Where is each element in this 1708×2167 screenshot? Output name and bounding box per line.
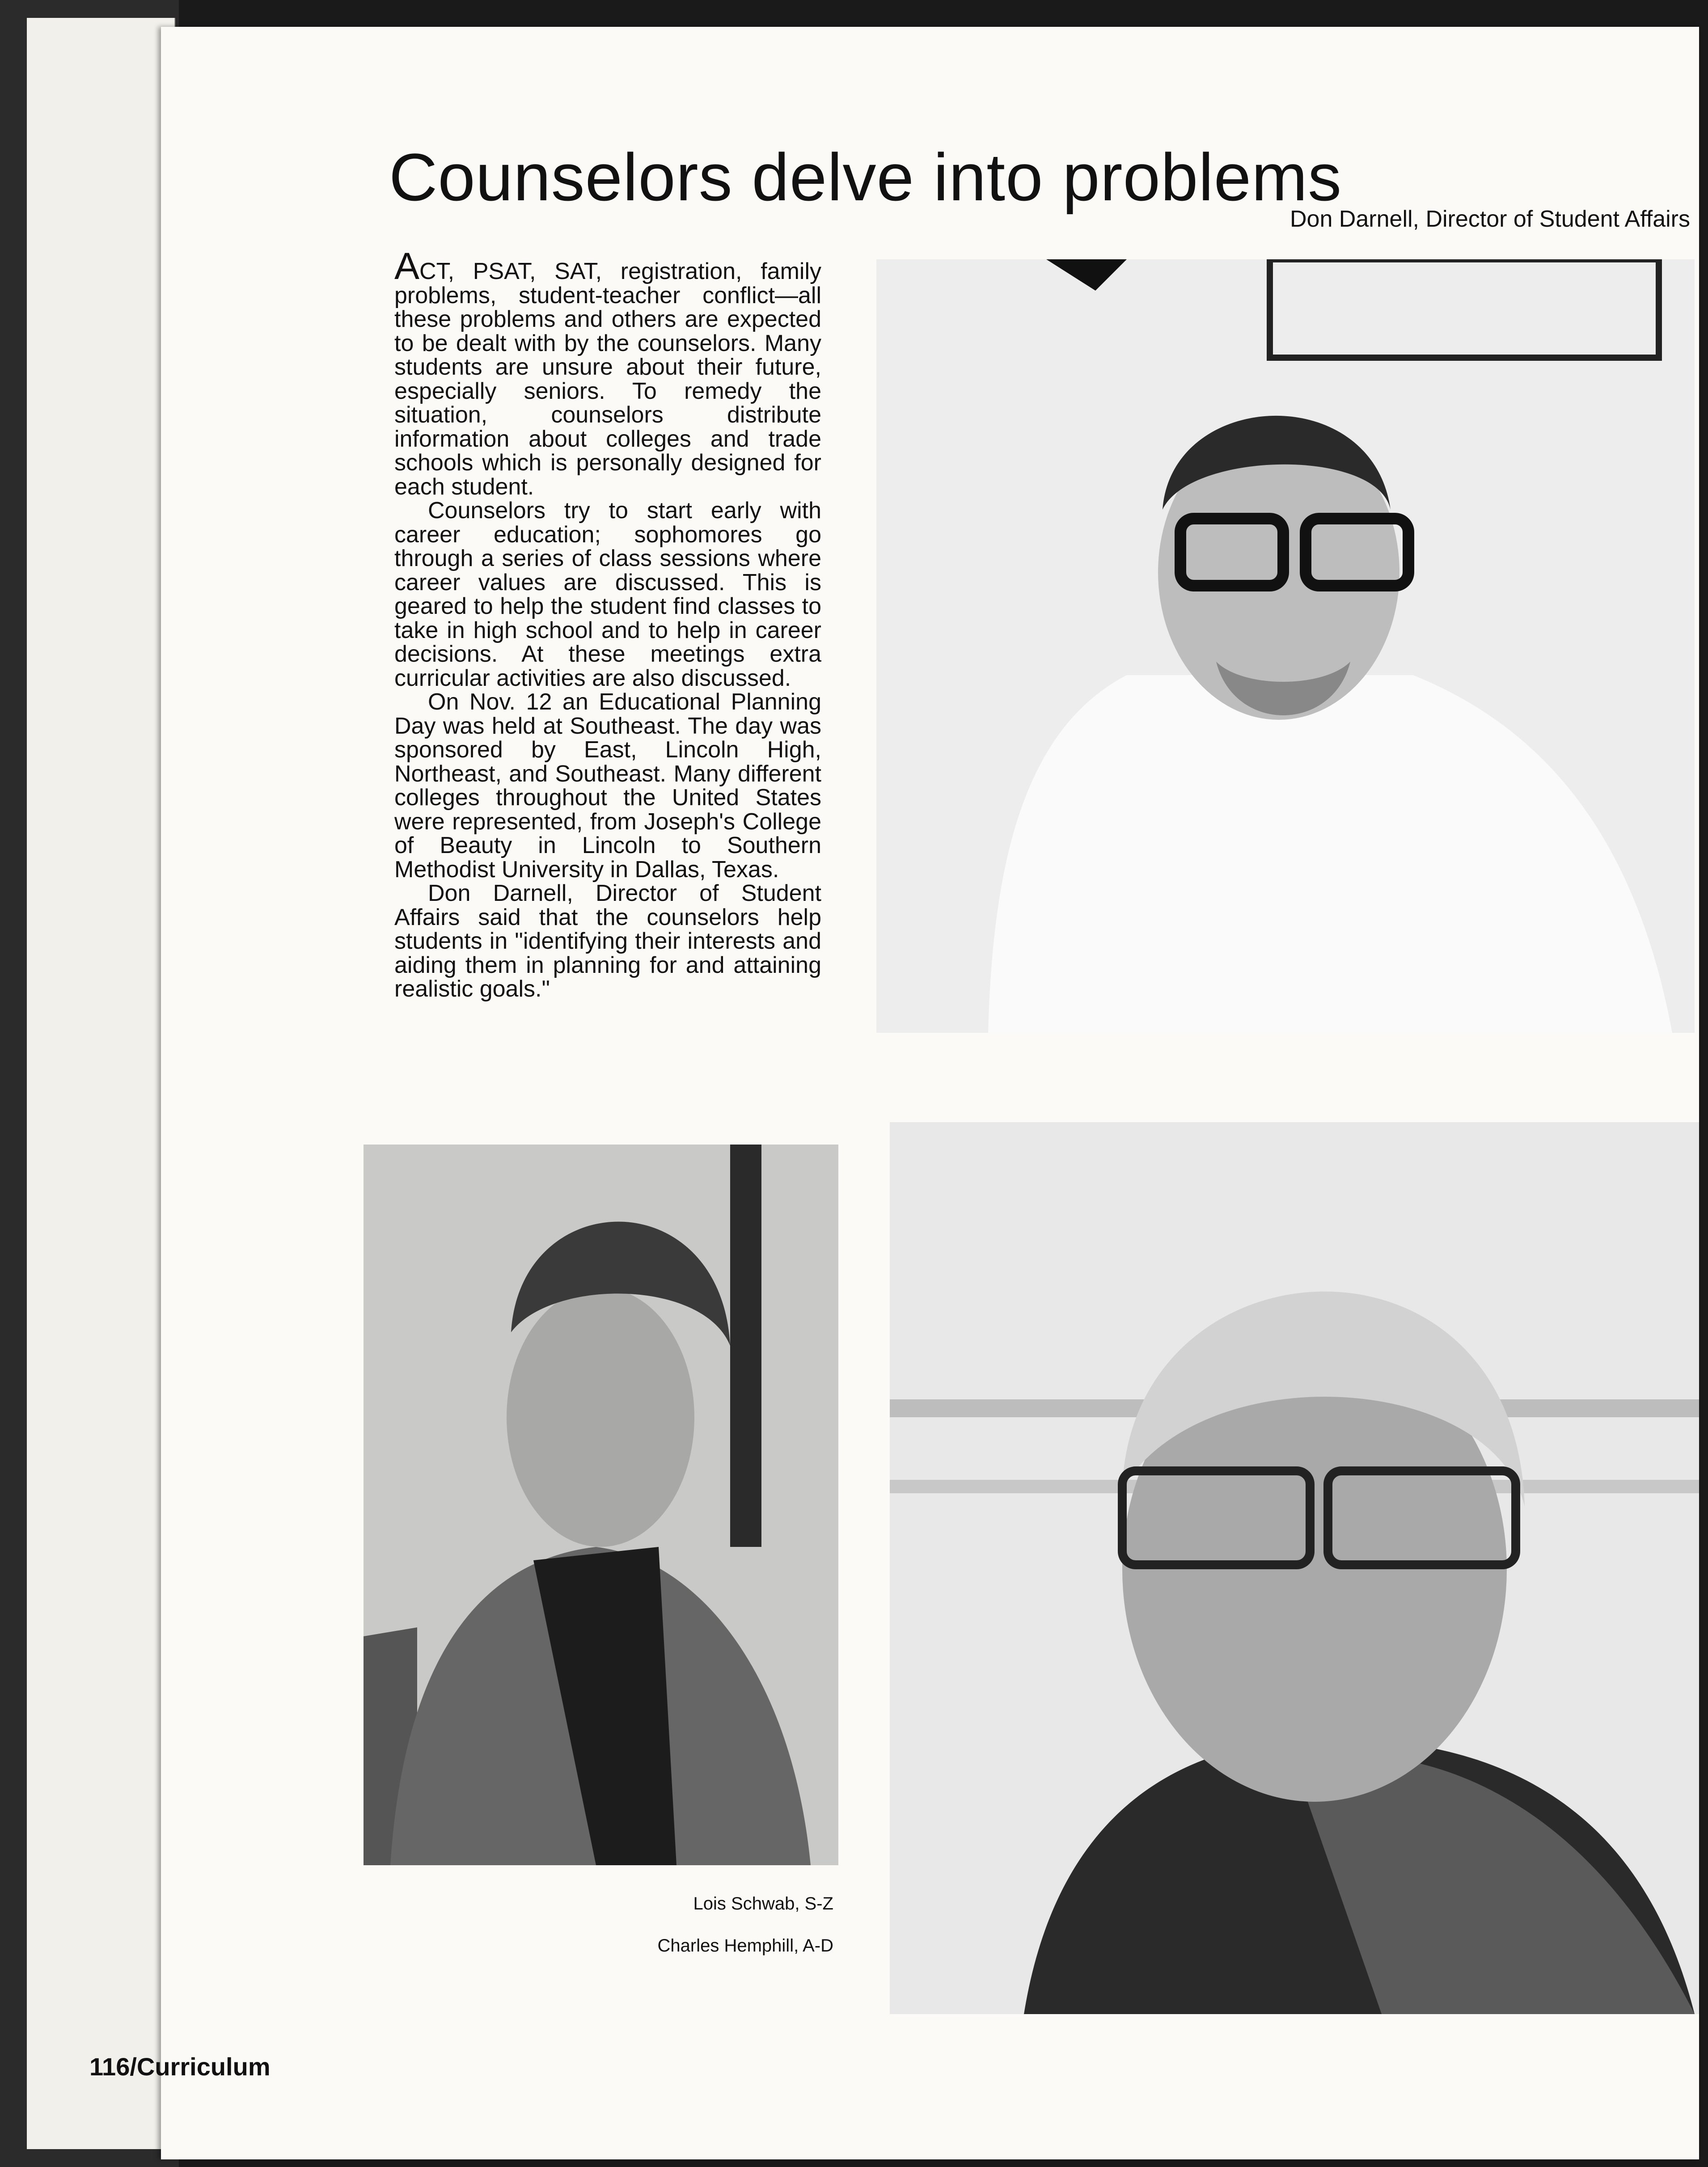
article-paragraph: Counselors try to start early with career education; sophomores go through a series of class sessions where career values are discussed. This is geared to help the student find classes to take in high school and to help in career decisions. At these meetings extra curricular activities are also discussed. [394,498,821,691]
drop-cap: A [394,245,420,287]
darnell-caption: Don Darnell, Director of Student Affairs [1289,206,1690,232]
article-body [394,245,821,1002]
book-page-edges [0,0,179,2167]
yearbook-page [161,27,1699,2159]
page-title: Counselors delve into problems [389,139,1342,215]
article-paragraph: Don Darnell, Director of Student Affairs said that the counselors help students in "identifying their interests and aiding them in planning for and attaining realistic goals." [394,880,821,1002]
darnell-photo [876,259,1695,1033]
page-folio: 116/Curriculum [89,2053,271,2081]
schwab-caption: Lois Schwab, S-Z [693,1894,833,1914]
article-paragraph: On Nov. 12 an Educational Planning Day was held at Southeast. The day was sponsored by East, Lincoln High, Northeast, and Southeast. Many different colleges throughout the United States were represented, from Joseph's College of Beauty in Lincoln to Southern Methodist University in Dallas, Texas. [394,689,821,883]
schwab-photo [364,1145,838,1865]
hemphill-photo [890,1122,1699,2014]
hemphill-caption: Charles Hemphill, A-D [657,1936,833,1956]
article-paragraph: ACT, PSAT, SAT, registration, family problems, student-teacher conflict—all these problems and others are expected to be dealt with by the counselors. Many students are unsure about their future, especially seniors. To remedy the situation, counselors distribute information about colleges and trade schools which is personally designed for each student. [394,245,821,500]
